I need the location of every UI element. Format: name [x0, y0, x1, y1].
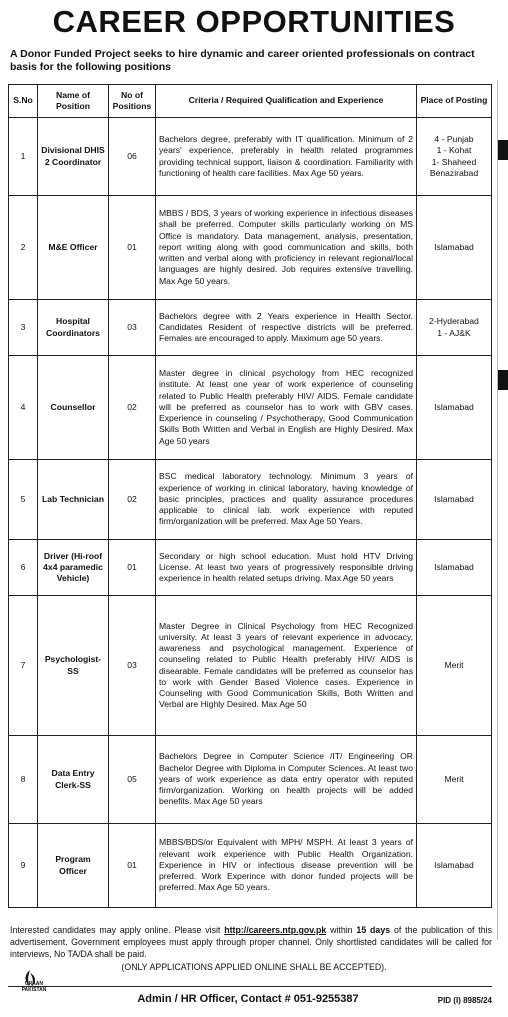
application-instructions	[10, 924, 492, 960]
contact-bar	[8, 981, 492, 1015]
table-row	[9, 356, 492, 460]
table-row	[9, 596, 492, 736]
cell-position: M&E Officer	[38, 196, 109, 300]
cell-position: Hospital Coordinators	[38, 300, 109, 356]
cell-sno: 2	[9, 196, 38, 300]
header-position: Name of Position	[38, 85, 109, 118]
cell-position: Driver (Hi-roof 4x4 paramedic Vehicle)	[38, 540, 109, 596]
cell-criteria: Bachelors degree, preferably with IT qualification. Minimum of 2 years' experience, preferably in health related programmes providing technical support, liaison & coordination. Familiarity with functioning of health care facilities. Max Age 50 years.	[156, 118, 417, 196]
cell-place: Islamabad	[417, 196, 492, 300]
footer-text-a: Interested candidates may apply online. Please visit	[10, 925, 225, 935]
cell-criteria: Secondary or high school education. Must hold HTV Driving License. At least two years of progressively responsible driving experience in health related setups driving. Max Age 50 years	[156, 540, 417, 596]
cell-sno: 8	[9, 736, 38, 824]
cell-position: Data Entry Clerk-SS	[38, 736, 109, 824]
cell-place: Merit	[417, 596, 492, 736]
deadline-days: 15 days	[356, 925, 391, 935]
cell-criteria: MBBS / BDS, 3 years of working experience in infectious diseases shall be preferred. Computer skills particularly working on MS Office is mandatory. Data management, analysis, presentation, report writing along with good communication and skills, both written and verbal along with proficiency in relevant regional/local languages are highly desired. Job requires extensive travelling. Max Age 50 years.	[156, 196, 417, 300]
online-only-notice: (ONLY APPLICATIONS APPLIED ONLINE SHALL BE ACCEPTED).	[121, 962, 387, 972]
cell-count: 01	[109, 196, 156, 300]
header-count: No of Positions	[109, 85, 156, 118]
cell-position: Divisional DHIS 2 Coordinator	[38, 118, 109, 196]
table-row	[9, 824, 492, 908]
page-title: CAREER OPPORTUNITIES	[52, 4, 456, 39]
footer-text-b: within	[326, 925, 357, 935]
careers-link[interactable]: http://careers.ntp.gov.pk	[224, 925, 327, 935]
uraan-pakistan-logo	[12, 967, 48, 1013]
table-row	[9, 118, 492, 196]
cell-sno: 1	[9, 118, 38, 196]
table-row	[9, 540, 492, 596]
cell-place: Islamabad	[417, 540, 492, 596]
cell-place: 2-Hyderabad 1 - AJ&K	[417, 300, 492, 356]
cell-sno: 9	[9, 824, 38, 908]
cell-count: 01	[109, 540, 156, 596]
cell-sno: 5	[9, 460, 38, 540]
cell-count: 03	[109, 300, 156, 356]
intro-text: A Donor Funded Project seeks to hire dynamic and career oriented professionals on contract basis for the following positions	[10, 48, 475, 73]
cell-sno: 4	[9, 356, 38, 460]
cell-place: Merit	[417, 736, 492, 824]
header-place: Place of Posting	[417, 85, 492, 118]
table-row	[9, 196, 492, 300]
cell-position: Counsellor	[38, 356, 109, 460]
cell-place: Islamabad	[417, 356, 492, 460]
cell-count: 03	[109, 596, 156, 736]
cell-count: 06	[109, 118, 156, 196]
header-sno: S.No	[9, 85, 38, 118]
cell-place: 4 - Punjab 1 - Kohat 1- Shaheed Benazirabad	[417, 118, 492, 196]
cell-sno: 3	[9, 300, 38, 356]
cell-criteria: Master degree in clinical psychology from HEC recognized institute. At least one year of work experience of counseling related to Public Health preferably HIV/ AIDS. Female candidate will be preferred as counselor has to work with GBV cases. Experience in counseling / Psychotherapy, Good Communication Skills Both Written and Verbal in English are Highly Desired. Max Age 50 years	[156, 356, 417, 460]
cell-sno: 7	[9, 596, 38, 736]
cell-position: Lab Technician	[38, 460, 109, 540]
table-row	[9, 460, 492, 540]
edge-marker-2	[498, 370, 508, 390]
edge-marker-1	[498, 140, 508, 160]
cell-criteria: Master Degree in Clinical Psychology from HEC Recognized university. At least 3 years of relevant experience in advocacy, awareness and psychological management. Experience of counseling related to Public Health preferably HIV/ AIDS is disearable. Female candidates will be preferred as counselor has to work with Gender Based Violence cases. Experience in Counseling with Good Communication Skills, Both Written and Verbal are Highly Desired. Max Age 50	[156, 596, 417, 736]
table-row	[9, 300, 492, 356]
cell-sno: 6	[9, 540, 38, 596]
cell-criteria: Bachelors Degree in Computer Science /IT/ Engineering OR Bachelor Degree with Diploma in Computer Sciences. At least two years of work experience as data entry operator with reputed firm/organization. Working on health projects will be added benefits. Max Age 50 years	[156, 736, 417, 824]
contact-line: Admin / HR Officer, Contact # 051-9255387	[137, 993, 359, 1005]
cell-position: Psychologist-SS	[38, 596, 109, 736]
footer-text-c: of the publication of this advertisement. Government employees must apply through proper channel. Only shortlisted candidates will be called for interviews, No TA/DA shall be paid.	[10, 925, 492, 959]
pid-number: PID (I) 8985/24	[437, 996, 492, 1005]
cell-criteria: Bachelors degree with 2 Years experience in Health Sector. Candidates Resident of respective districts will be preferred. Females are encouraged to apply. Maximum age 50 years.	[156, 300, 417, 356]
logo-text: URAAN PAKISTAN	[21, 981, 47, 993]
cell-count: 01	[109, 824, 156, 908]
adjacent-column-edge	[497, 80, 508, 940]
cell-criteria: MBBS/BDS/or Equivalent with MPH/ MSPH. At least 3 years of relevant work experience with Public Health Organization. Experience in HIV or infectious disease prevention will be preferred. Work Experince with donor funded projects will be preferred. Max Age 50 years.	[156, 824, 417, 908]
cell-count: 05	[109, 736, 156, 824]
table-row	[9, 736, 492, 824]
cell-place: Islamabad	[417, 460, 492, 540]
cell-position: Program Officer	[38, 824, 109, 908]
header-criteria: Criteria / Required Qualification and Experience	[156, 85, 417, 118]
cell-count: 02	[109, 356, 156, 460]
cell-criteria: BSC medical laboratory technology. Minimum 3 years of experience of working in clinical laboratory, having knowledge of basic principles, practices and quality assurance procedures applicable to clinical lab. work experience with reputed firm/organization will be preferred. Max Age 50 Years.	[156, 460, 417, 540]
cell-place: Islamabad	[417, 824, 492, 908]
cell-count: 02	[109, 460, 156, 540]
positions-table	[8, 84, 492, 908]
table-header-row	[9, 85, 492, 118]
